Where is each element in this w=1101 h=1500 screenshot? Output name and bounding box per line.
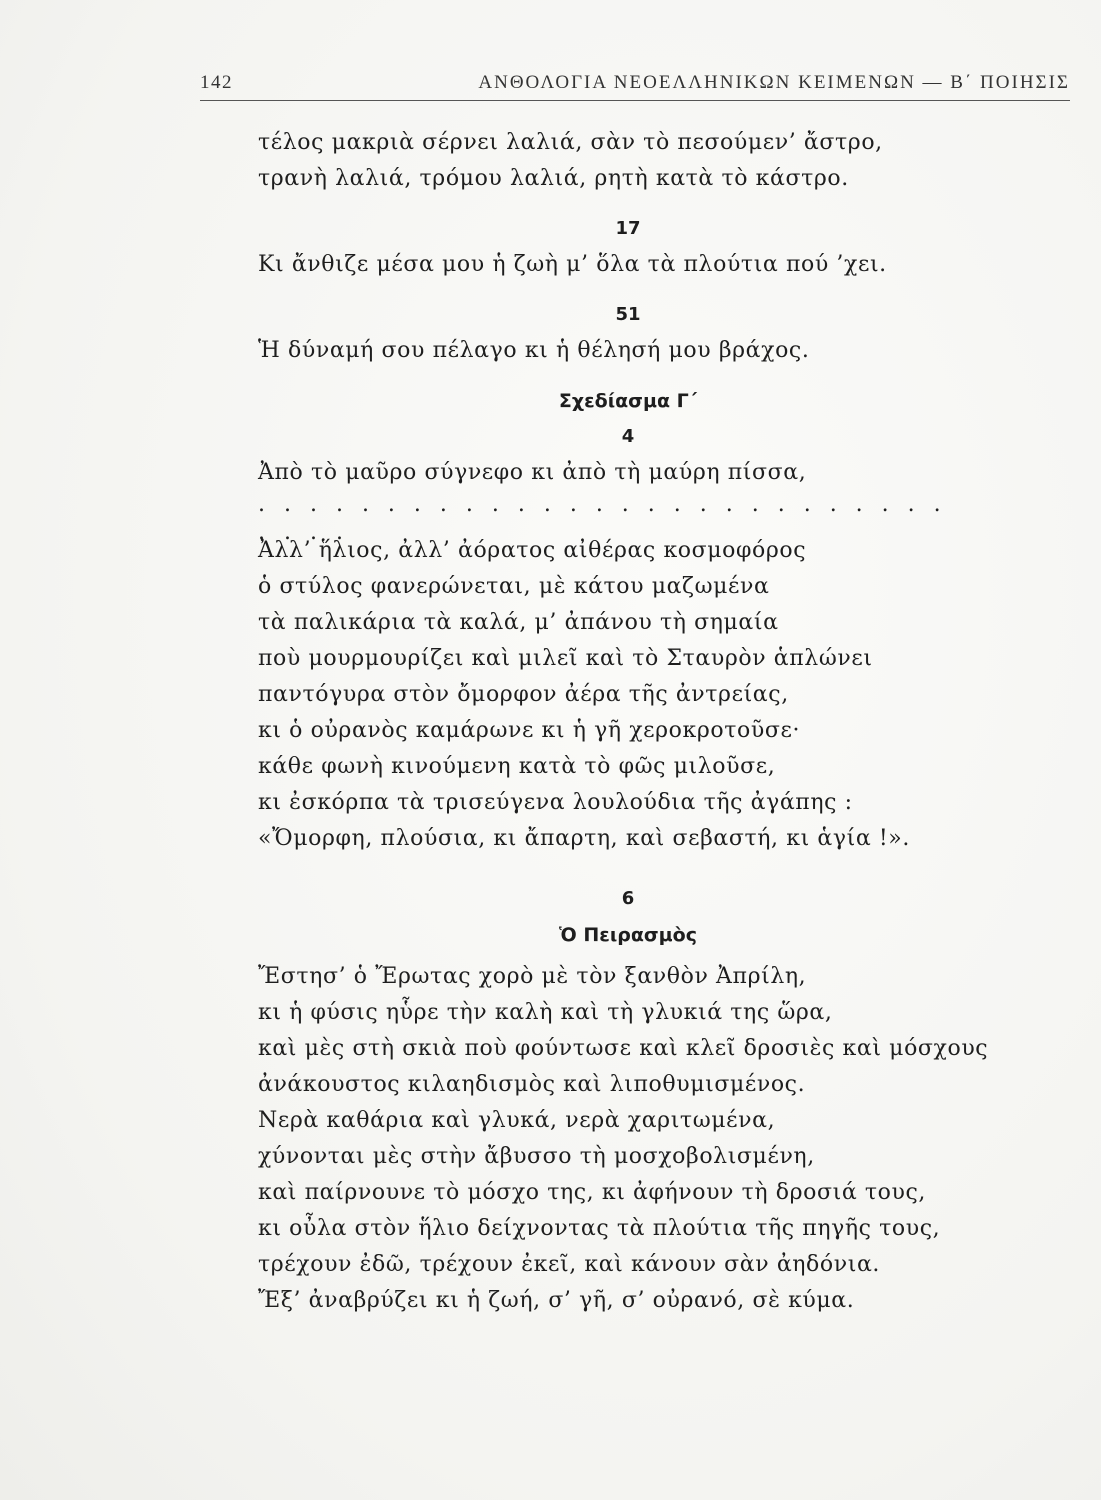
running-head (200, 70, 1070, 101)
verse-line: Ἀλλ’ ἥλιος, ἀλλ’ ἀόρατος αἰθέρας κοσμοφόρος (258, 538, 807, 563)
section-heading-peirasmos: Ὁ Πειρασμὸς (559, 924, 697, 946)
verse-line: τρανὴ λαλιά, τρόμου λαλιά, ρητὴ κατὰ τὸ κάστρο. (258, 166, 849, 191)
verse-line: καὶ μὲς στὴ σκιὰ ποὺ φούντωσε καὶ κλεῖ δροσιὲς καὶ μόσχους (258, 1036, 989, 1061)
verse-line: ποὺ μουρμουρίζει καὶ μιλεῖ καὶ τὸ Σταυρὸν ἁπλώνει (258, 646, 873, 671)
verse-line: Ἀπὸ τὸ μαῦρο σύγνεφο κι ἀπὸ τὴ μαύρη πίσσα, (258, 460, 807, 485)
omission-dots: . . . . . . . . . . . . . . . . . . . . . . . . . . . . . . . (258, 492, 947, 545)
verse-line: κάθε φωνὴ κινούμενη κατὰ τὸ φῶς μιλοῦσε, (258, 754, 776, 779)
verse-line: «Ὄμορφη, πλούσια, κι ἄπαρτη, καὶ σεβαστή, κι ἁγία !». (258, 826, 910, 851)
verse-line: Ἔξ’ ἀναβρύζει κι ἡ ζωή, σ’ γῆ, σ’ οὐρανό, σὲ κύμα. (258, 1288, 855, 1313)
verse-line: Ἡ δύναμή σου πέλαγο κι ἡ θέλησή μου βράχος. (258, 338, 810, 363)
verse-line: κι ὁ οὐρανὸς καμάρωνε κι ἡ γῆ χεροκροτοῦσε· (258, 718, 801, 743)
verse-line: ὁ στύλος φανερώνεται, μὲ κάτου μαζωμένα (258, 574, 770, 599)
verse-line: τρέχουν ἐδῶ, τρέχουν ἐκεῖ, καὶ κάνουν σὰν ἀηδόνια. (258, 1252, 880, 1277)
fragment-number-4: 4 (621, 426, 635, 447)
verse-line: τέλος μακριὰ σέρνει λαλιά, σὰν τὸ πεσούμεν’ ἄστρο, (258, 130, 883, 155)
stanza-peirasmos (258, 959, 989, 1319)
stanza-schediasma-g (258, 533, 958, 857)
section-heading-schediasma-g: Σχεδίασμα Γ΄ (558, 390, 698, 412)
verse-line: Νερὰ καθάρια καὶ γλυκά, νερὰ χαριτωμένα, (258, 1108, 776, 1133)
fragment-number-6: 6 (621, 888, 635, 909)
verse-line: κι ἡ φύσις ηὗρε τὴν καλὴ καὶ τὴ γλυκιά της ὥρα, (258, 1000, 833, 1025)
book-title: ΑΝΘΟΛΟΓΙΑ ΝΕΟΕΛΛΗΝΙΚΩΝ ΚΕΙΜΕΝΩΝ — Β΄ ΠΟΙΗΣΙΣ (478, 72, 1070, 93)
verse-line: κι ἐσκόρπα τὰ τρισεύγενα λουλούδια τῆς ἀγάπης : (258, 790, 853, 815)
verse-line: τὰ παλικάρια τὰ καλά, μ’ ἀπάνου τὴ σημαία (258, 610, 779, 635)
page-number: 142 (200, 72, 233, 93)
fragment-number-17: 17 (615, 218, 641, 239)
verse-line: καὶ παίρνουνε τὸ μόσχο της, κι ἀφήνουν τὴ δροσιά τους, (258, 1180, 926, 1205)
verse-line: παντόγυρα στὸν ὄμορφον ἀέρα τῆς ἀντρείας, (258, 682, 789, 707)
fragment-number-51: 51 (615, 304, 641, 325)
verse-line: Κι ἄνθιζε μέσα μου ἡ ζωὴ μ’ ὅλα τὰ πλούτια πού ’χει. (258, 252, 887, 277)
fragment-intro (258, 125, 958, 197)
verse-line: Ἔστησ’ ὁ Ἔρωτας χορὸ μὲ τὸν ξανθὸν Ἀπρίλη, (258, 964, 807, 989)
poem-body (258, 125, 989, 1319)
verse-line: ἀνάκουστος κιλαηδισμὸς καὶ λιποθυμισμένος. (258, 1072, 806, 1097)
verse-line: χύνονται μὲς στὴν ἄβυσσο τὴ μοσχοβολισμένη, (258, 1144, 815, 1169)
verse-line: κι οὖλα στὸν ἥλιο δείχνοντας τὰ πλούτια τῆς πηγῆς τους, (258, 1216, 941, 1241)
